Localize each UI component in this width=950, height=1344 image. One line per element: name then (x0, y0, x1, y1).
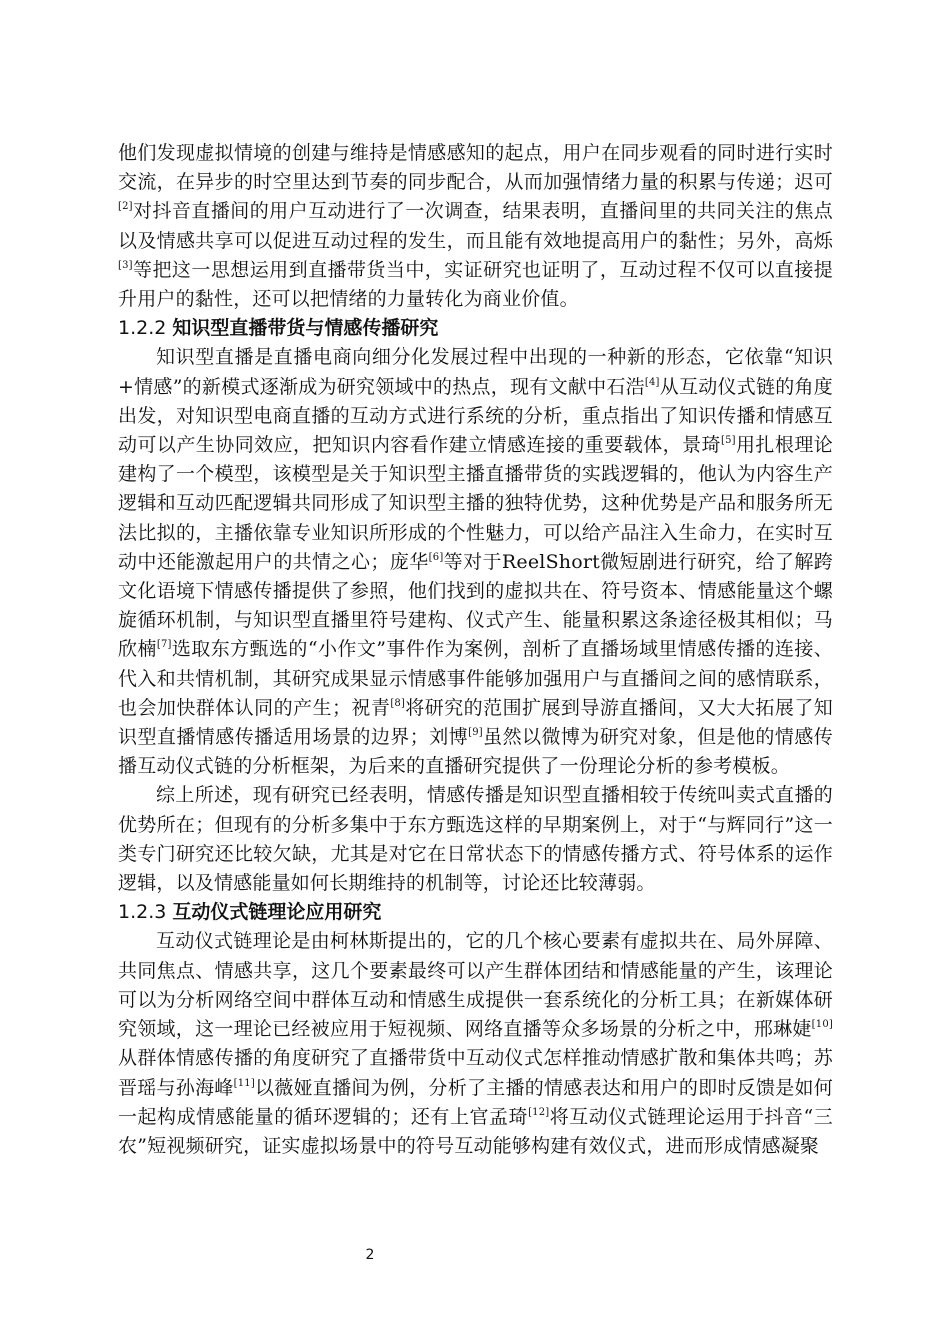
section-heading-1-2-2: 1.2.2 知识型直播带货与情感传播研究 (118, 317, 439, 340)
citation-ref[interactable]: [8] (390, 697, 406, 709)
citation-ref[interactable]: [2] (118, 201, 133, 213)
citation-ref[interactable]: [12] (528, 1106, 550, 1118)
citation-ref[interactable]: [9] (468, 727, 483, 739)
citation-ref[interactable]: [10] (811, 1019, 833, 1031)
citation-ref[interactable]: [5] (720, 435, 736, 447)
citation-ref[interactable]: [3] (118, 259, 133, 271)
paragraph-continued: 他们发现虚拟情境的创建与维持是情感感知的起点，用户在同步观看的同时进行实时交流，在异步的时空里达到节奏的同步配合，从而加强情绪力量的积累与传递；迟可[2]对抖音直播间的用户互动进行了一次调查，结果表明，直播间里的共同关注的焦点以及情感共享可以促进互动过程的发生，而且能有效地提高用户的黏性；另外，高烁[3]等把这一思想运用到直播带货当中，实证研究也证明了，互动过程不仅可以直接提升用户的黏性，还可以把情绪的力量转化为商业价值。 (118, 142, 833, 311)
citation-ref[interactable]: [7] (156, 639, 172, 651)
citation-ref[interactable]: [11] (233, 1077, 255, 1089)
citation-ref[interactable]: [4] (644, 376, 660, 388)
paragraph-summary: 综上所述，现有研究已经表明，情感传播是知识型直播相较于传统叫卖式直播的优势所在；但现有的分析多集中于东方甄选这样的早期案例上，对于“与辉同行”这一类专门研究还比较欠缺，尤其是对它在日常状态下的情感传播方式、符号体系的运作逻辑，以及情感能量如何长期维持的机制等，讨论还比较薄弱。 (118, 784, 833, 895)
section-heading-1-2-3: 1.2.3 互动仪式链理论应用研究 (118, 901, 382, 924)
citation-ref[interactable]: [6] (428, 551, 444, 563)
paragraph-knowledge-live: 知识型直播是直播电商向细分化发展过程中出现的一种新的形态，它依靠“知识+情感”的新模式逐渐成为研究领域中的热点，现有文献中石浩[4]从互动仪式链的角度出发，对知识型电商直播的互动方式进行系统的分析，重点指出了知识传播和情感互动可以产生协同效应，把知识内容看作建立情感连接的重要载体，景琦[5]用扎根理论建构了一个模型，该模型是关于知识型主播直播带货的实践逻辑的，他认为内容生产逻辑和互动匹配逻辑共同形成了知识型主播的独特优势，这种优势是产品和服务所无法比拟的，主播依靠专业知识所形成的个性魅力，可以给产品注入生命力，在实时互动中还能激起用户的共情之心；庞华[6]等对于ReelShort微短剧进行研究，给了解跨文化语境下情感传播提供了参照，他们找到的虚拟共在、符号资本、情感能量这个螺旋循环机制，与知识型直播里符号建构、仪式产生、能量积累这条途径极其相似；马欣楠[7]选取东方甄选的“小作文”事件作为案例，剖析了直播场域里情感传播的连接、代入和共情机制，其研究成果显示情感事件能够加强用户与直播间之间的感情联系，也会加快群体认同的产生；祝青[8]将研究的范围扩展到导游直播间，又大大拓展了知识型直播情感传播适用场景的边界；刘博[9]虽然以微博为研究对象，但是他的情感传播互动仪式链的分析框架，为后来的直播研究提供了一份理论分析的参考模板。 (118, 346, 833, 778)
page-number: 2 (365, 1247, 375, 1263)
paragraph-interaction-ritual: 互动仪式链理论是由柯林斯提出的，它的几个核心要素有虚拟共在、局外屏障、共同焦点、情感共享，这几个要素最终可以产生群体团结和情感能量的产生，该理论可以为分析网络空间中群体互动和情感生成提供一套系统化的分析工具；在新媒体研究领域，这一理论已经被应用于短视频、网络直播等众多场景的分析之中，邢琳婕[10]从群体情感传播的角度研究了直播带货中互动仪式怎样推动情感扩散和集体共鸣；苏晋瑶与孙海峰[11]以薇娅直播间为例，分析了主播的情感表达和用户的即时反馈是如何一起构成情感能量的循环逻辑的；还有上官孟琦[12]将互动仪式链理论运用于抖音“三农”短视频研究，证实虚拟场景中的符号互动能够构建有效仪式，进而形成情感凝聚 (118, 930, 834, 1157)
page-body (118, 139, 833, 1161)
